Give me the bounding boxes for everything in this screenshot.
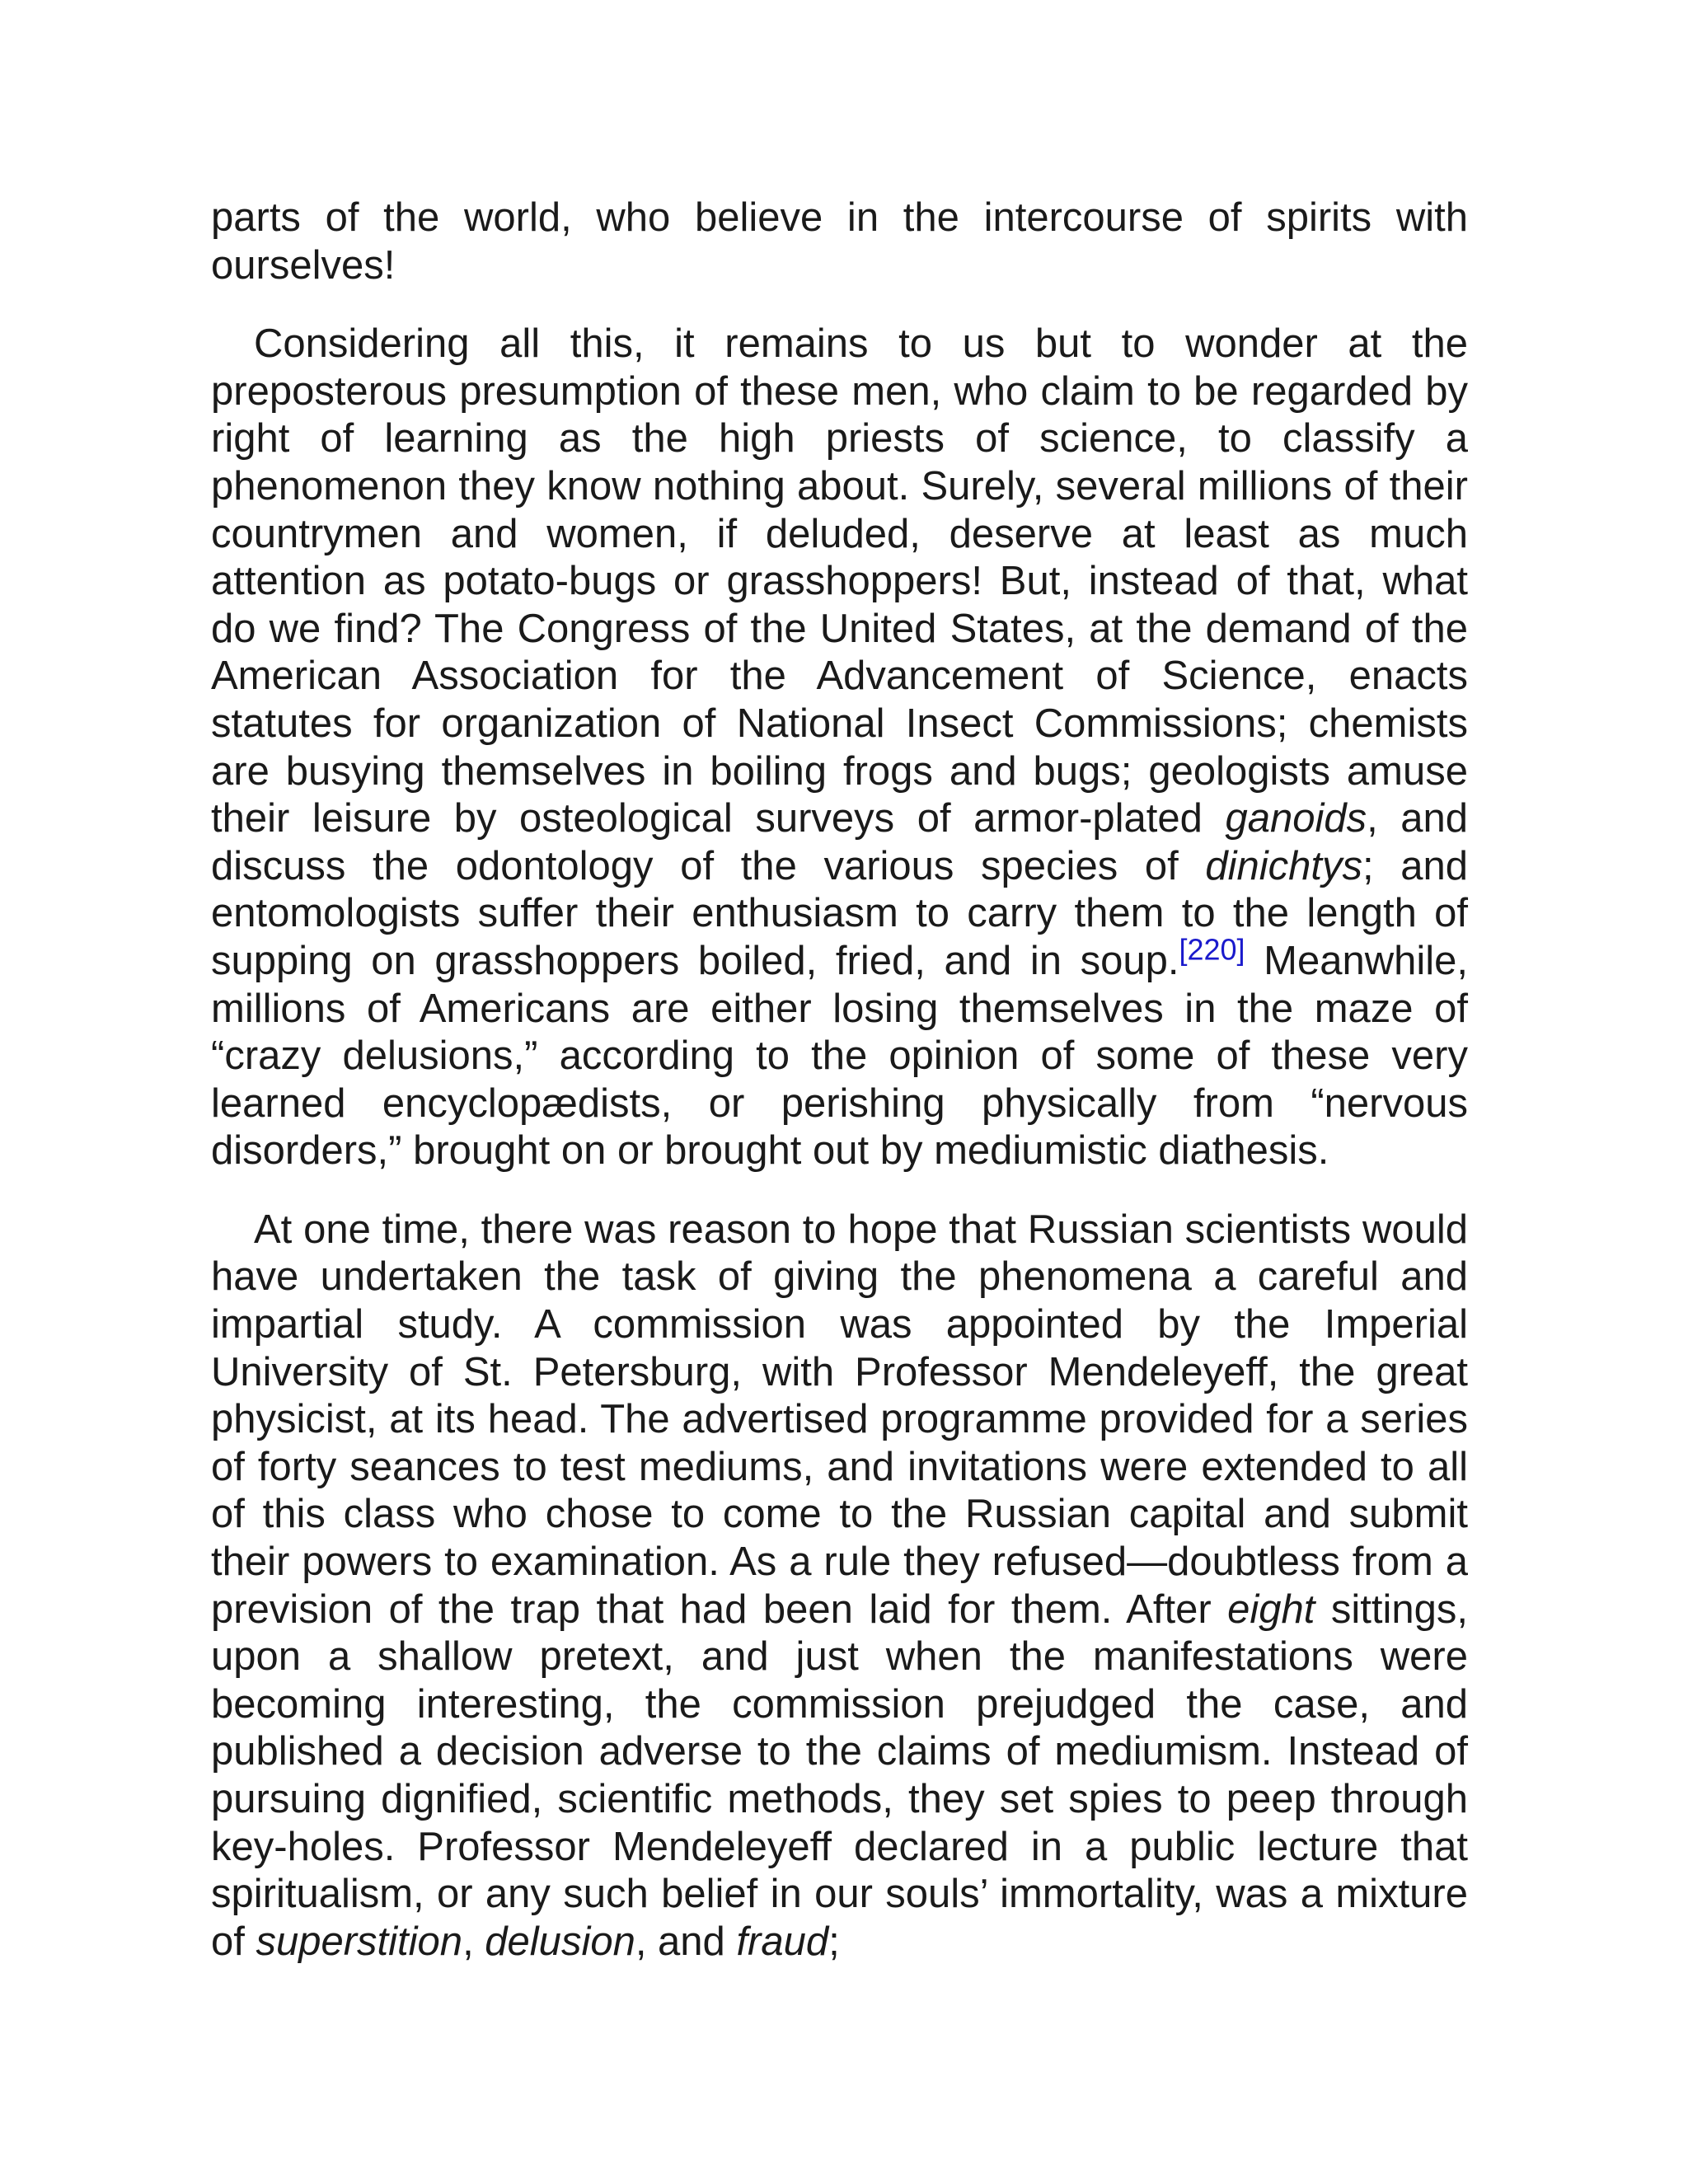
italic-term-delusion: delusion [485, 1919, 635, 1964]
paragraph-text: , and [635, 1919, 737, 1964]
paragraph-text: ; [828, 1919, 840, 1964]
document-page [211, 194, 1468, 1966]
paragraph-text: , and discuss the odontology of the various species of [211, 796, 1468, 888]
italic-term-eight: eight [1227, 1586, 1315, 1632]
footnote-link-220[interactable]: [220] [1179, 932, 1245, 967]
italic-term-fraud: fraud [736, 1919, 829, 1964]
paragraph-text: , [462, 1919, 485, 1964]
italic-term-dinichtys: dinichtys [1205, 843, 1362, 888]
paragraph-text: Considering all this, it remains to us but to wonder at the preposterous presumption of these men, who claim to be regarded by right of learning as the high priests of science, to classify a phenomenon they know nothing about. Surely, several millions of their countrymen and women, if deluded, deserve at least as much attention as potato-bugs or grasshoppers! But, instead of that, what do we find? The Congress of the United States, at the demand of the American Association for the Advancement of Science, enacts statutes for organization of National Insect Commissions; chemists are busying themselves in boiling frogs and bugs; geologists amuse their leisure by osteological surveys of armor-plated [211, 321, 1468, 841]
paragraph-text: ; and entomologists suffer their enthusiasm to carry them to the length of supping on grasshoppers boiled, fried, and in soup. [211, 843, 1469, 983]
paragraph-text: At one time, there was reason to hope that Russian scientists would have undertaken the task of giving the phenomena a careful and impartial study. A commission was appointed by the Imperial University of St. Petersburg, with Professor Mendeleyeff, the great physicist, at its head. The advertised programme provided for a series of forty seances to test mediums, and invitations were extended to all of this class who chose to come to the Russian capital and submit their powers to examination. As a rule they refused—doubtless from a prevision of the trap that had been laid for them. After [211, 1207, 1468, 1632]
italic-term-ganoids: ganoids [1225, 796, 1367, 841]
paragraph-continuation [211, 194, 1468, 289]
paragraph-text: sittings, upon a shallow pretext, and just when the manifestations were becoming interesting, the commission prejudged the case, and published a decision adverse to the claims of mediumism. Instead of pursuing dignified, scientific methods, they set spies to peep through key-holes. Professor Mendeleyeff declared in a public lecture that spiritualism, or any such belief in our souls’ immortality, was a mixture of [211, 1586, 1468, 1964]
paragraph-text: parts of the world, who believe in the intercourse of spirits with ourselves! [211, 195, 1468, 288]
italic-term-superstition: superstition [256, 1919, 463, 1964]
paragraph-considering [211, 321, 1468, 1175]
paragraph-text: Meanwhile, millions of Americans are either losing themselves in the maze of “crazy delusions,” according to the opinion of some of these very learned encyclopædists, or perishing physically from “nervous disorders,” brought on or brought out by mediumistic diathesis. [211, 938, 1468, 1174]
paragraph-russian-scientists [211, 1207, 1468, 1966]
